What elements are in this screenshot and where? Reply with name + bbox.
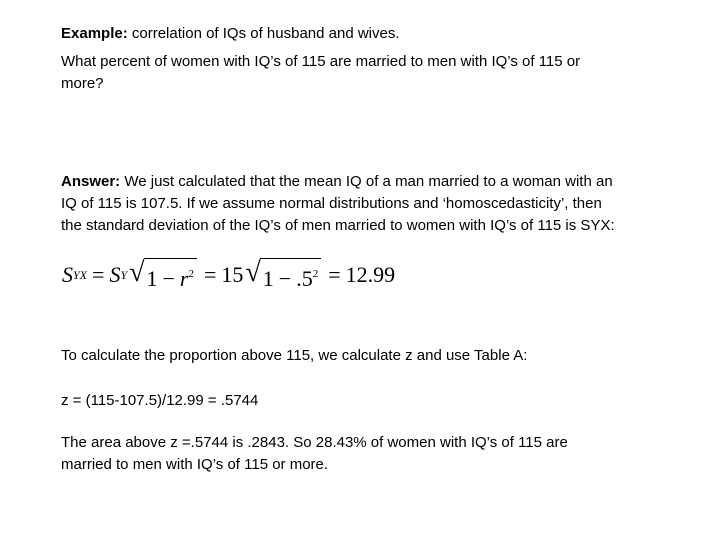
rad1-r: r [179, 266, 189, 291]
answer-line-1 [61, 171, 613, 193]
formula-s: S [109, 262, 121, 287]
rad1-exp: 2 [188, 268, 194, 280]
rad1-one: 1 [146, 266, 158, 291]
rad2-minus: − [278, 266, 292, 291]
rad2-one: 1 [262, 266, 274, 291]
formula-s-sub: Y [120, 267, 128, 282]
formula-sqrt-1 [129, 258, 197, 292]
conclusion-line-1: The area above z =.5744 is .2843. So 28.43% of women with IQ’s of 115 are [61, 434, 568, 451]
calc-intro: To calculate the proportion above 115, we calculate z and use Table A: [61, 347, 528, 364]
formula-lhs: S [62, 262, 73, 287]
formula-equals-3: = [328, 262, 341, 287]
rad1-minus: − [162, 266, 175, 291]
answer-line-2: IQ of 115 is 107.5. If we assume normal distributions and ‘homoscedasticity’, then [61, 195, 602, 212]
sqrt-sign: √ [245, 257, 261, 288]
formula-coef: 15 [221, 262, 244, 287]
syx-formula [62, 255, 395, 295]
example-title: correlation of IQs of husband and wives. [131, 25, 400, 42]
rad2-exp: 2 [312, 268, 319, 280]
conclusion-line-2: married to men with IQ’s of 115 or more. [61, 456, 329, 473]
question-line-1: What percent of women with IQ’s of 115 are married to men with IQ’s of 115 or [61, 53, 581, 70]
z-calculation: z = (115-107.5)/12.99 = .5744 [61, 392, 259, 409]
formula-result: 12.99 [345, 262, 396, 287]
formula-equals-2: = [203, 262, 217, 287]
formula-equals-1: = [92, 262, 105, 287]
question-line-2: more? [61, 75, 104, 92]
answer-label: Answer: [61, 173, 121, 190]
rad2-value: .5 [296, 266, 313, 291]
sqrt-sign: √ [129, 257, 145, 288]
example-label: Example: [61, 25, 128, 42]
answer-line-3: the standard deviation of the IQ’s of men married to women with IQ’s of 115 is SYX: [61, 217, 615, 234]
answer-text-1: We just calculated that the mean IQ of a man married to a woman with an [124, 173, 613, 190]
formula-lhs-sub: YX [73, 267, 88, 282]
example-heading [61, 23, 400, 45]
formula-sqrt-2 [245, 258, 321, 292]
